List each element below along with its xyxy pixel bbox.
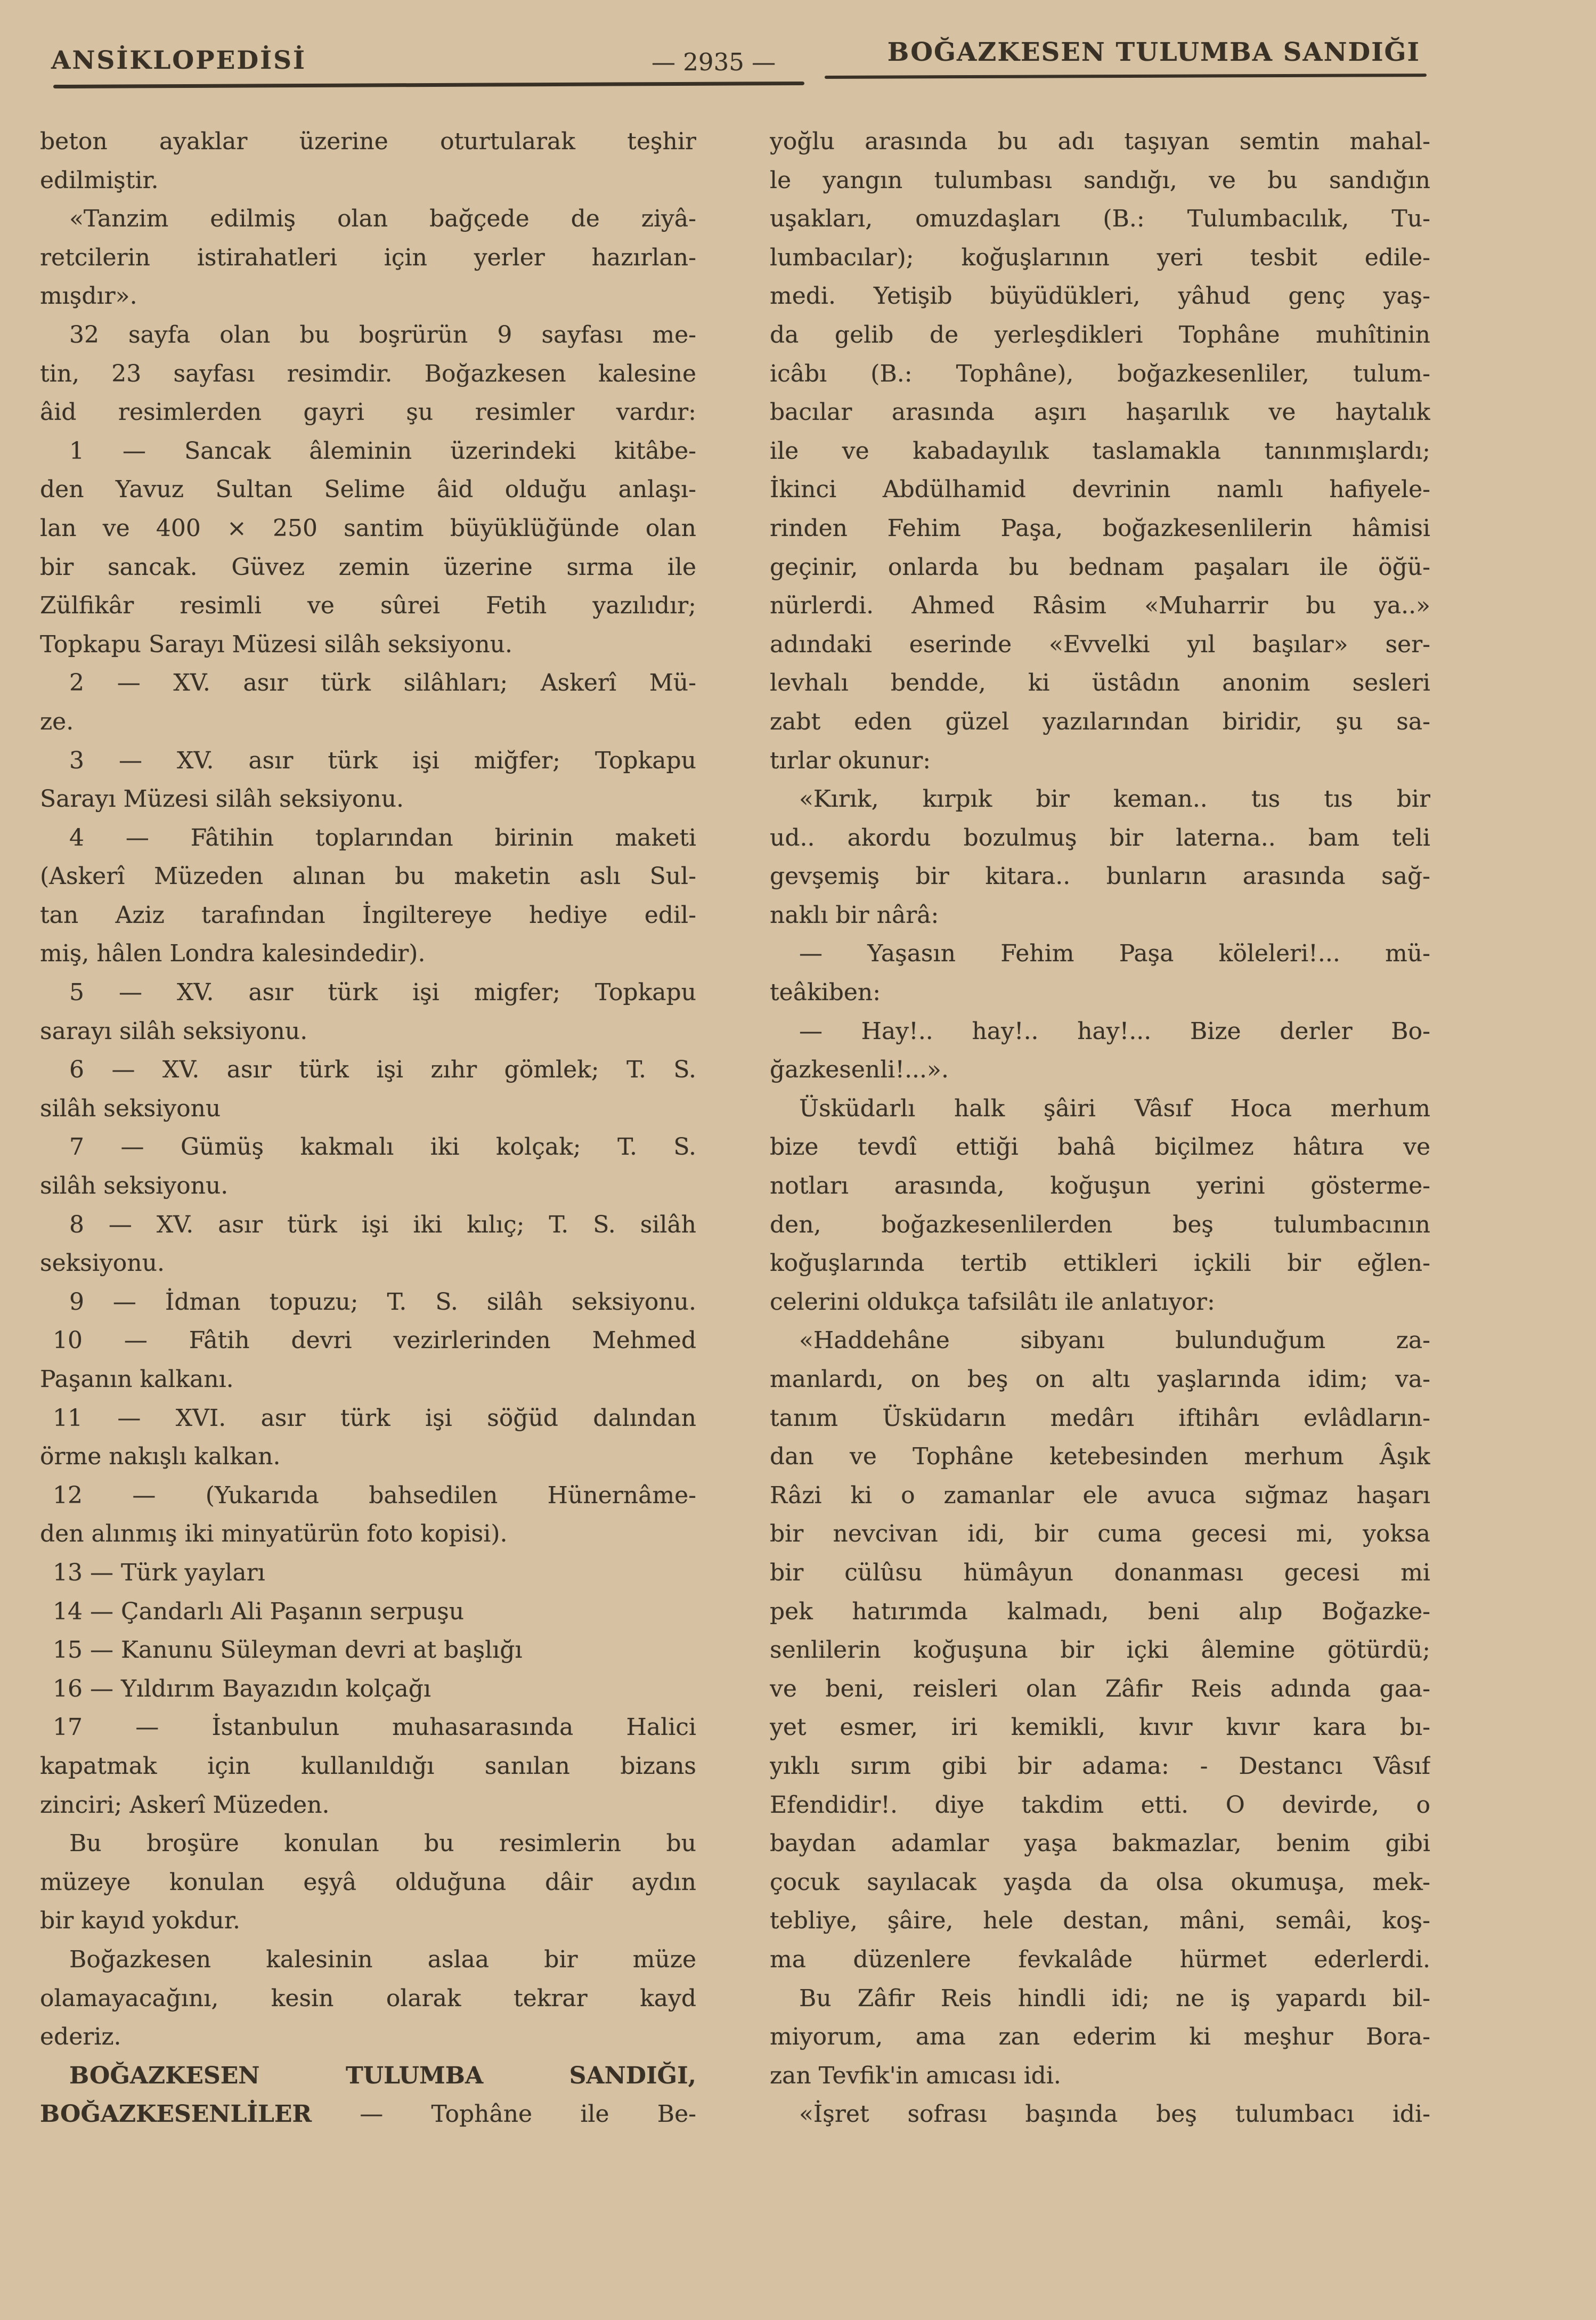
text-line: celerini oldukça tafsilâtı ile anlatıyor: [770,1288,1215,1316]
text-line: 17 — İstanbulun muhasarasında Halici [53,1714,696,1741]
text-line: naklı bir nârâ: [770,901,939,929]
text-line: ze. [40,708,74,735]
text-line: miş, hâlen Londra kalesindedir). [40,940,426,968]
text-line: lan ve 400 × 250 santim büyüklüğünde olan [40,514,696,542]
text-line: nürlerdi. Ahmed Râsim «Muharrir bu ya..» [770,592,1430,620]
text-line: pek hatırımda kalmadı, beni alıp Boğazke- [770,1597,1430,1625]
text-line: silâh seksiyonu [40,1094,221,1122]
text-line: 13 — Türk yayları [53,1559,265,1586]
text-line: yoğlu arasında bu adı taşıyan semtin mahal- [770,128,1430,155]
text-line: rinden Fehim Paşa, boğazkesenlilerin hâmisi [770,514,1430,542]
text-line: ğazkesenli!...». [770,1056,949,1084]
text-line: medi. Yetişib büyüdükleri, yâhud genç yaş- [770,282,1430,310]
text-line: silâh seksiyonu. [40,1172,229,1200]
bold-text-run: BOĞAZKESEN TULUMBA SANDIĞI, [69,2062,696,2089]
text-line: 7 — Gümüş kakmalı iki kolçak; T. S. [69,1133,696,1161]
text-line: geçinir, onlarda bu bednam paşaları ile öğü- [770,553,1430,581]
text-line: Boğazkesen kalesinin aslaa bir müze [69,1945,696,1973]
text-line: ve beni, reisleri olan Zâfir Reis adında gaa- [770,1675,1430,1702]
text-line: 2 — XV. asır türk silâhları; Askerî Mü- [69,669,696,697]
text-line: bir nevcivan idi, bir cuma gecesi mi, yoksa [770,1520,1430,1548]
text-line: âid resimlerden gayri şu resimler vardır: [40,399,696,426]
text-line: retcilerin istirahatleri için yerler hazırlan- [40,244,696,271]
text-line: den, boğazkesenlilerden beş tulumbacının [770,1211,1430,1238]
text-line: koğuşlarında tertib ettikleri içkili bir eğlen- [770,1250,1430,1277]
text-line: müzeye konulan eşyâ olduğuna dâir aydın [40,1868,696,1896]
left-column [40,123,696,2134]
text-line: senlilerin koğuşuna bir içki âlemine götürdü; [770,1636,1430,1664]
text-line: le yangın tulumbası sandığı, ve bu sandığın [770,166,1430,194]
text-line: 4 — Fâtihin toplarından birinin maketi [69,824,696,851]
text-line: Paşanın kalkanı. [40,1366,234,1393]
text-line: edilmiştir. [40,166,159,194]
text-line: «Tanzim edilmiş olan bağçede de ziyâ- [69,205,696,233]
text-line: 3 — XV. asır türk işi miğfer; Topkapu [69,747,696,774]
text-line: Râzi ki o zamanlar ele avuca sığmaz haşarı [770,1481,1430,1509]
text-line: notları arasında, koğuşun yerini gösterme- [770,1172,1430,1200]
text-line: bir sancak. Güvez zemin üzerine sırma ile [40,553,696,581]
text-line: teâkiben: [770,979,881,1007]
text-line: Bu Zâfir Reis hindli idi; ne iş yapardı bil- [799,1984,1430,2012]
text-line: beton ayaklar üzerine oturtularak teşhir [40,128,696,155]
text-line [40,2095,696,2134]
text-line: ederiz. [40,2023,121,2051]
text-line: — Hay!.. hay!.. hay!... Bize derler Bo- [799,1017,1430,1045]
text-line: zan Tevfik'in amıcası idi. [770,2062,1061,2089]
text-line: 14 — Çandarlı Ali Paşanın serpuşu [53,1597,465,1625]
header-left-title: ANSİKLOPEDİSİ [51,46,307,75]
text-line: çocuk sayılacak yaşda da olsa okumuşa, mek- [770,1868,1430,1896]
text-line: 16 — Yıldırım Bayazıdın kolçağı [53,1675,431,1702]
text-line: miyorum, ama zan ederim ki meşhur Bora- [770,2023,1430,2051]
text-line: baydan adamlar yaşa bakmazlar, benim gibi [770,1830,1430,1857]
text-line: Efendidir!. diye takdim etti. O devirde, o [770,1791,1430,1819]
text-line: Üsküdarlı halk şâiri Vâsıf Hoca merhum [799,1094,1430,1122]
text-line: bir cülûsu hümâyun donanması gecesi mi [770,1559,1430,1586]
text-line: «Haddehâne sibyanı bulunduğum za- [799,1327,1430,1354]
text-line: tanım Üsküdarın medârı iftihârı evlâdların- [770,1404,1430,1432]
right-column [770,123,1430,2134]
text-line: Sarayı Müzesi silâh seksiyonu. [40,785,404,813]
text-run: — Tophâne ile Be- [312,2100,696,2128]
text-line: bize tevdî ettiği bahâ biçilmez hâtıra ve [770,1133,1430,1161]
text-line: adındaki eserinde «Evvelki yıl başılar» ser- [770,630,1430,658]
text-line: manlardı, on beş on altı yaşlarında idim; va- [770,1366,1430,1393]
header-right-title: BOĞAZKESEN TULUMBA SANDIĞI [887,37,1420,67]
header-rule-left [53,82,804,88]
text-line: 1 — Sancak âleminin üzerindeki kitâbe- [69,437,696,465]
text-line: ma düzenlere fevkalâde hürmet ederlerdi. [770,1945,1430,1973]
text-line: 10 — Fâtih devri vezirlerinden Mehmed [53,1327,696,1354]
text-line: bir kayıd yokdur. [40,1907,240,1935]
text-line: levhalı bendde, ki üstâdın anonim sesleri [770,669,1430,697]
text-line: den Yavuz Sultan Selime âid olduğu anlaşı- [40,476,696,504]
header-rule-right [825,74,1427,79]
bold-text-run: BOĞAZKESENLİLER [40,2100,312,2128]
text-line: tin, 23 sayfası resimdir. Boğazkesen kalesine [40,360,696,387]
text-line: zabt eden güzel yazılarından biridir, şu sa- [770,708,1430,735]
text-line: Zülfikâr resimli ve sûrei Fetih yazılıdır; [40,592,696,620]
text-line: 9 — İdman topuzu; T. S. silâh seksiyonu. [69,1288,696,1316]
text-line: 8 — XV. asır türk işi iki kılıç; T. S. silâh [69,1211,696,1238]
text-line: uşakları, omuzdaşları (B.: Tulumbacılık, Tu- [770,205,1430,233]
text-line [40,2057,696,2096]
text-line: ile ve kabadayılık taslamakla tanınmışlardı; [770,437,1430,465]
text-line: «İşret sofrası başında beş tulumbacı idi- [799,2100,1430,2128]
text-line: tırlar okunur: [770,747,931,774]
text-line: yıklı sırım gibi bir adama: - Destancı Vâsıf [770,1752,1430,1780]
text-line: sarayı silâh seksiyonu. [40,1017,308,1045]
text-line: seksiyonu. [40,1250,165,1277]
text-line: İkinci Abdülhamid devrinin namlı hafiyele- [770,476,1430,504]
text-line: icâbı (B.: Tophâne), boğazkesenliler, tulum- [770,360,1430,387]
text-line: lumbacılar); koğuşlarının yeri tesbit edile- [770,244,1430,271]
text-line: 15 — Kanunu Süleyman devri at başlığı [53,1636,523,1664]
text-line: tan Aziz tarafından İngiltereye hediye edil- [40,901,696,929]
text-line: 6 — XV. asır türk işi zıhr gömlek; T. S. [69,1056,696,1084]
text-line: olamayacağını, kesin olarak tekrar kayd [40,1984,696,2012]
text-line: — Yaşasın Fehim Paşa köleleri!... mü- [799,940,1430,968]
text-line: bacılar arasında aşırı haşarılık ve haytalık [770,399,1430,426]
text-line: da gelib de yerleşdikleri Tophâne muhîtinin [770,321,1430,348]
text-line: (Askerî Müzeden alınan bu maketin aslı Sul- [40,863,696,890]
text-line: kapatmak için kullanıldığı sanılan bizans [40,1752,696,1780]
text-line: yet esmer, iri kemikli, kıvır kıvır kara bı- [770,1714,1430,1741]
text-line: zinciri; Askerî Müzeden. [40,1791,330,1819]
text-line: 11 — XVI. asır türk işi söğüd dalından [53,1404,696,1432]
text-line: tebliye, şâire, hele destan, mâni, semâi, koş- [770,1907,1430,1935]
text-line: «Kırık, kırpık bir keman.. tıs tıs bir [799,785,1430,813]
header-page-number: — 2935 — [652,48,776,76]
text-line: dan ve Tophâne ketebesinden merhum Âşık [770,1443,1430,1471]
text-line: örme nakışlı kalkan. [40,1443,281,1471]
text-line: mışdır». [40,282,137,310]
text-line: ud.. akordu bozulmuş bir laterna.. bam teli [770,824,1430,851]
text-line: 5 — XV. asır türk işi migfer; Topkapu [69,979,696,1007]
text-line: Topkapu Sarayı Müzesi silâh seksiyonu. [40,630,513,658]
text-line: 12 — (Yukarıda bahsedilen Hünernâme- [53,1481,696,1509]
text-line: den alınmış iki minyatürün foto kopisi). [40,1520,508,1548]
text-line: 32 sayfa olan bu boşrürün 9 sayfası me- [69,321,696,348]
text-line: gevşemiş bir kitara.. bunların arasında sağ- [770,863,1430,890]
text-line: Bu broşüre konulan bu resimlerin bu [69,1830,696,1857]
